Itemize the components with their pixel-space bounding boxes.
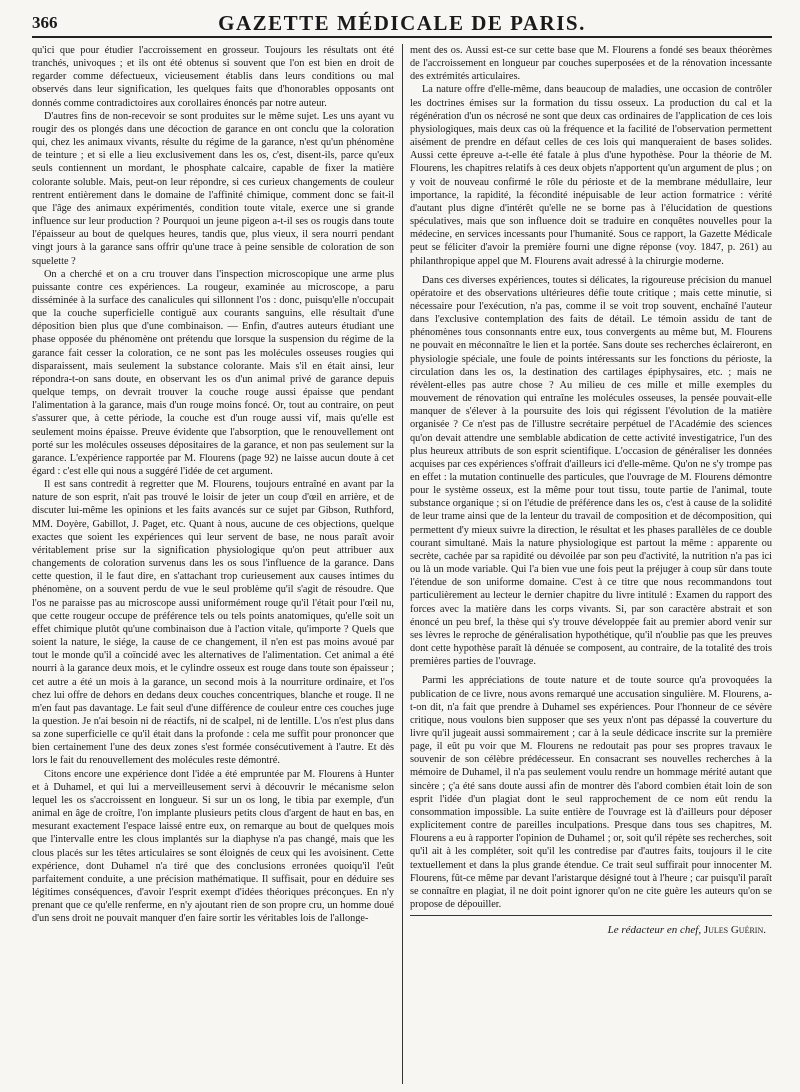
article-columns <box>32 44 772 1084</box>
signature-prefix: Le rédacteur en chef, <box>607 924 702 937</box>
signature <box>410 924 772 937</box>
paragraph: Dans ces diverses expériences, toutes si délicates, la rigoureuse précision du manuel opératoire et des observations ultérieures défie toute critique ; mais cette minutie, si nécessaire pour l'exécution, n'a pas, comme il se voit trop souvent, enchaîné l'auteur dans l'exclusive contemplation des faits de détail. Le témoin assidu de tant de phénomènes tous consonnants entre eux, tous convergents au même but, M. Flourens ne pouvait en méconnaître le lien et la portée. Sans doute ses recherches éclaireront, en physiologie spéciale, une foule de points intéressants sur les fonctions du périoste, la circulation dans les os, la destination des cartilages épiphysaires, etc. ; mais ne révèlent-elles pas autre chose ? Au milieu de ces mille et mille exemples du mouvement de rénovation qui entraîne les molécules osseuses, la pensée pouvait-elle manquer de s'élever à la poursuite des lois qui régissent l'évolution de la matière organisée ? Ce n'est pas de l'illustre secrétaire perpétuel de l'Académie des sciences qu'on devait attendre une semblable abdication de cette activité investigatrice, l'un des plus heureux attributs de son esprit scientifique. L'occasion de généraliser les données acquises par ces expériences s'offrait d'ailleurs ici d'elle-même. Qu'on ne s'y trompe pas en effet : la mutation continuelle des particules, que l'ouvrage de M. Flourens démontre pour le système osseux, est la même pour tout tissu, toute partie de l'animal, toute substance organique ; si on l'étudie de préférence dans les os, c'est à cause de la solidité de leur trame ainsi que de la lenteur du travail de composition et de décomposition, qui permettent d'y mieux suivre la direction, le résultat et les phases parallèles de ce double courant simultané. Mais la nature physiologique est partout la même : apparente ou secrète, cachée par sa rapidité ou dévoilée par son peu d'activité, la nutrition n'a pas ici ou là un mode variable. Qui l'a bien vue une fois peut la préjuger à coup sûr dans toute l'étendue de son uniforme domaine. C'est à ce titre que nous recommandons tout particulièrement au lecteur le dernier chapitre du livre intitulé : Examen du rapport des forces avec la matière dans les corps vivants. Si, par son caractère abstrait et son énoncé un peu bref, la thèse qui s'y trouve développée fait au premier abord venir sur ses lèvres le reproche de généralisation hypothétique, qu'il n'oublie pas que les preuves dont cette hypothèse paraît là dénuée se composent, au contraire, de la totalité des trois premières parties de l'ouvrage. <box>410 274 772 668</box>
signature-name: Jules Guérin. <box>703 924 766 937</box>
journal-title: GAZETTE MÉDICALE DE PARIS. <box>218 11 586 35</box>
paragraph: On a cherché et on a cru trouver dans l'inspection microscopique une arme plus puissante contre ces expériences. La rougeur, examinée au microscope, a paru disséminée à la surface des canalicules qui sillonnent l'os : donc, puisqu'elle n'occupait que la couche superficielle contiguë aux courants sanguins, elle résultait d'une déposition bien plus que d'une combinaison. — Enfin, d'autres auteurs étudiant une phase opposée du phénomène ont prétendu que lorsque la suspension du régime de la garance fait cesser la coloration, ce ne sont pas les molécules osseuses rougies qui disparaissent, mais seulement la substance colorante. Mais s'il en était ainsi, leur répondra-t-on sans doute, en observant les os d'un animal privé de garance depuis quelque temps, on devrait trouver la couche rouge aussi épaisse que pendant l'alimentation à la garance, mais d'un rouge moins foncé. Or, tout au contraire, on peut s'assurer que, à cette période, la couche est d'un rouge aussi vif, mais qu'elle est seulement moins épaisse. Preuve évidente que l'absorption, que le renouvellement ont porté sur les molécules osseuses dépositaires de la garance, et non pas seulement sur la garance. L'expérience rapportée par M. Flourens (page 92) ne laisse aucun doute à cet égard : c'est elle qui nous a suggéré l'idée de cet argument. <box>32 268 394 477</box>
paragraph: Citons encore une expérience dont l'idée a été empruntée par M. Flourens à Hunter et à Duhamel, et qui lui a merveilleusement servi à découvrir le mécanisme selon lequel les os s'accroissent en longueur. Si sur un os long, le tibia par exemple, d'un animal en âge de croître, l'on implante plusieurs petits clous d'argent de haut en bas, en mesurant exactement l'espace laissé entre eux, on remarque au bout de quelques mois que l'intervalle entre les clous implantés sur la diaphyse n'a pas changé, mais que les clous placés sur les têtes articulaires se sont éloignés de ceux qui les avoisinent. Cette expérience, dont Duhamel n'a tiré que des conclusions erronées quoiqu'il l'eût parfaitement conduite, a une précision mathématique. Il suffisait, pour en déduire ses légitimes conséquences, d'avoir l'esprit exempt d'idées théoriques préconçues. En n'y prenant que ce qu'elle renferme, en n'y ajoutant rien de son propre cru, un homme doué d'un sens droit ne pouvait manquer d'en faire sortir les véritables lois de l'allonge- <box>32 768 394 925</box>
paragraph: La nature offre d'elle-même, dans beaucoup de maladies, une occasion de contrôler les doctrines émises sur la formation du tissu osseux. La production du cal et la régénération d'un os nécrosé ne sont que deux cas ordinaires de l'application de ces lois physiologiques, mais deux cas où la fréquence et la facilité de l'observation permettent aisément de prendre en défaut celles de ces lois qui manqueraient de bases solides. Aussi cette épreuve a-t-elle été fatale à plus d'une hypothèse. Pour la théorie de M. Flourens, les chapitres relatifs à ces deux objets n'apportent qu'un argument de plus ; on y voit de nouveau confirmé le rôle du périoste et de la membrane médullaire, leur importance, la rapidité, la fécondité inépuisable de leur action formatrice : vérité d'autant plus digne d'intérêt qu'elle ne se borne pas à l'élucidation de questions spéculatives, mais que son influence doit se traduire en conquêtes nouvelles pour la médecine, en services incessants pour l'humanité. Sous ce rapport, la Gazette Médicale peut se féliciter d'avoir la première fourni une digne réponse (voy. 1847, p. 261) au philanthropique appel que M. Flourens avait adressé à la chirurgie moderne. <box>410 84 772 267</box>
paragraph: Il est sans contredit à regretter que M. Flourens, toujours entraîné en avant par la nature de son esprit, n'ait pas trouvé le loisir de jeter un coup d'œil en arrière, et de discuter lui-même les opinions et les faits avancés sur ce sujet par Gibson, Ruthford, MM. Doyère, Gabillot, J. Paget, etc. Quant à nous, aucune de ces objections, quelque exactes que soient les expériences qui leur servent de base, ne nous paraît avoir véritablement prise sur la signification physiologique qu'on peut attribuer aux changements de coloration survenus dans les os sous l'influence de la garance. Dans cette question, il le faut dire, en s'attachant trop curieusement aux causes intimes du phénomène, on a souvent perdu de vue le seul problème qu'il s'agit de résoudre. Que l'os ne paraisse pas au microscope aussi uniformément rouge qu'il l'était pour l'œil nu, que cette rougeur occupe de préférence tels ou tels points anatomiques, qu'elle soit un effet chimique plutôt qu'une combinaison due à l'action vitale, qu'importe ? Quels que soient la nature, le siége, la cause de ce changement, il n'en est pas moins avoué par tout le monde qu'il a coïncidé avec les alternatives de l'alimentation. Cet animal a été nourri à la garance deux mois, et le cylindre osseux est rouge dans toute son épaisseur ; cet autre a été un mois à la garance, un second mois à la nourriture ordinaire, et l'os chez lui offre de dehors en dedans deux couches concentriques, blanche et rouge. Il ne m'en faut pas davantage. Le fait seul d'une différence de couleur entre ces couches juge la question. Je n'ai besoin ni de réactifs, ni de scalpel, ni de lentille. L'os n'est plus dans sa zone superficielle ce qu'il était dans la profonde : cela me suffit pour prononcer que bien certainement l'une des deux zones s'est formée consécutivement à l'autre. Et dès lors le fait du renouvellement des molécules reste démontré. <box>32 479 394 767</box>
paragraph: qu'ici que pour étudier l'accroissement en grosseur. Toujours les résultats ont été tranchés, univoques ; et ils ont été obtenus si souvent que l'on est bien en droit de regarder comme défectueux, vicieusement établis dans leurs conditions ou mal observés dans leur signification, les quelques faits que d'honorables opposants ont donnés comme contradictoires aux corollaires énoncés par notre auteur. <box>32 45 394 109</box>
paragraph: D'autres fins de non-recevoir se sont produites sur le même sujet. Les uns ayant vu rougir des os plongés dans une décoction de garance en ont conclu que la coloration qui, chez les animaux vivants, résulte du régime de la garance, n'est qu'un phénomène de teinture ; et si elle a lieu exclusivement dans les os, c'est, disent-ils, parce qu'eux seuls contiennent un mordant, le phosphate calcaire, capable de fixer la matière colorante soluble. Mais, peut-on leur répondre, si ces curieux changements de couleur rentrent entièrement dans le domaine de l'affinité chimique, comment donc se fait-il que l'âge des animaux expérimentés, condition toute vitale, exerce une si grande influence sur leur production ? Pourquoi un jeune pigeon a-t-il ses os rougis dans toute l'épaisseur au bout de quelques heures, tandis que, plus vieux, il sera nourri pendant vingt jours à la garance sans offrir qu'une trace à peine sensible de coloration de son squelette ? <box>32 110 394 267</box>
column-divider <box>402 44 403 1084</box>
page-number: 366 <box>32 13 58 32</box>
paragraph: Parmi les appréciations de toute nature et de toute source qu'a provoquées la publication de ce livre, nous avons remarqué une accusation singulière. M. Flourens, a-t-on dit, n'a fait que prendre à Duhamel ses expériences. Pour l'honneur de ce sévère critique, nous voulons bien supposer que ses yeux n'ont pas dépassé la couverture du livre qu'il jugeait aussi sommairement ; car à la seule dédicace inscrite sur la première page, il eût pu voir que M. Flourens ne redoutait pas pour ses propres travaux le souvenir de son célèbre prédécesseur. En consacrant ses nouvelles recherches à la mémoire de Duhamel, il n'a pas seulement voulu rendre un hommage mérité autant que sincère ; ç'a été sans doute aussi afin de montrer dès l'abord combien était loin de son esprit l'idée d'un plagiat dont le seul rapprochement de ce nom eût rendu la consommation impossible. La suite entière de l'ouvrage est là d'ailleurs pour déposer explicitement contre de pareilles inculpations. Presque dans tous ses chapitres, M. Flourens a eu à rapporter l'opinion de Duhamel ; or, soit qu'il répète ses recherches, soit qu'il ait à les compléter, soit qu'il les contredise par d'autres faits, toujours il le cite textuellement et dans la plus grande étendue. Ce trait seul suffirait pour innocenter M. Flourens, fût-ce même par devant l'aristarque désigné tout à l'heure ; car puisqu'il paraît se connaître en plagiat, il ne doit point ignorer qu'on ne cite guère les auteurs qu'on se propose de dépouiller. <box>410 675 772 910</box>
right-column <box>410 44 772 1084</box>
closing-rule <box>410 915 772 916</box>
page-header <box>32 10 772 38</box>
left-column <box>32 44 394 1084</box>
paragraph: ment des os. Aussi est-ce sur cette base que M. Flourens a fondé ses beaux théorèmes de l'accroissement en longueur par couches superposées et de la rénovation incessante des extrémités articulaires. <box>410 45 772 83</box>
